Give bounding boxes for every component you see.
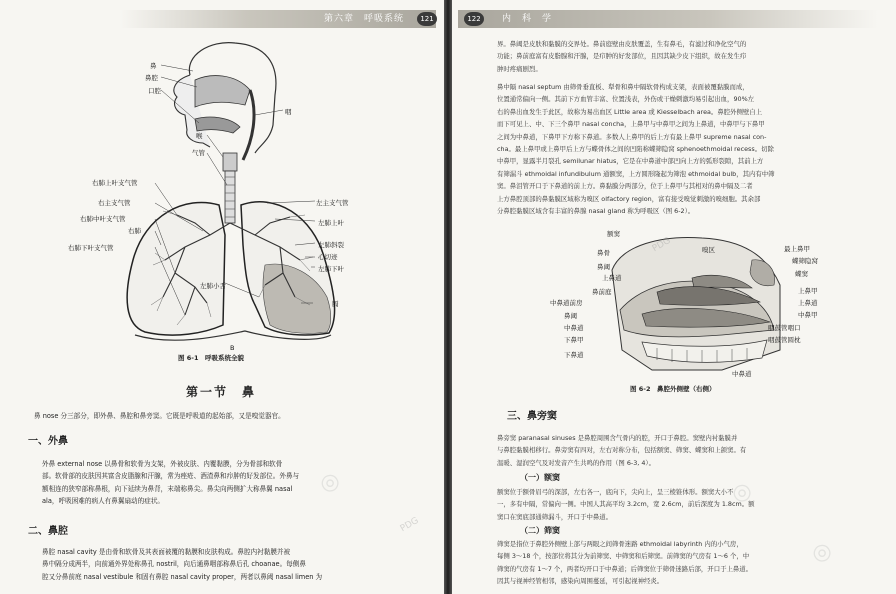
trachea-shape: [225, 171, 235, 223]
right-header-title: 内 科 学: [502, 14, 553, 24]
right-watermark-pdg: PDG: [650, 235, 673, 255]
subheading-external-nose: 一、外鼻: [28, 436, 68, 447]
respiratory-system-figure: [115, 35, 345, 355]
label-l-lower-lobe: 左肺下叶: [318, 265, 344, 273]
label-olfactory: 嗅区: [702, 246, 715, 254]
label-trachea: 气管: [192, 149, 205, 157]
label-inferior-meatus: 下鼻道: [564, 351, 584, 359]
label-r-upper-bronchus: 右肺上叶支气管: [92, 179, 138, 187]
label-nose: 鼻: [150, 62, 157, 70]
label-nasal-threshold: 鼻阈: [597, 263, 610, 271]
right-watermark-stamp-1: ◎: [726, 476, 757, 509]
nasal-cavity-paragraph: 鼻腔 nasal cavity 是由骨和软骨及其表面被覆的黏膜和皮肤构成。鼻腔内衬黏膜并被 鼻中隔分成两半，向前通外界处称鼻孔 nostril，向后通鼻咽部称鼻后孔 choanae。每侧鼻 腔又分鼻前庭 nasal vestibule 和固有鼻腔 nasal cavity proper，两者以鼻阈 nasal limen 为: [42, 548, 323, 581]
label-r-middle-bronchus: 右肺中叶支气管: [80, 215, 126, 223]
label-r-main-bronchus: 右主支气管: [98, 199, 131, 207]
nasal-cavity-shape: [195, 76, 250, 107]
figure-sub-label: B: [230, 344, 235, 352]
label-nasal-cavity: 鼻腔: [145, 74, 158, 82]
left-page-number: 121: [417, 12, 437, 26]
nasal-lateral-wall-figure: [602, 230, 787, 378]
label-l-upper-lobe: 左肺上叶: [318, 219, 344, 227]
sinuses-paragraph: 鼻旁窦 paranasal sinuses 是鼻腔周围含气骨内的腔，开口于鼻腔。窦壁内衬黏膜并 与鼻腔黏膜相移行。鼻旁窦有四对，左右对称分布，包括额窦、筛窦、蝶窦和上颌窦。有 温暖、湿润空气及对发音产生共鸣的作用（图 6-3, 4）。: [497, 434, 747, 467]
book-gutter: [444, 0, 452, 594]
label-middle-concha: 中鼻甲: [798, 311, 818, 319]
label-diaphragm: 膈: [332, 300, 339, 308]
label-l-lingula: 左肺小舌: [200, 282, 226, 290]
nasal-septum-paragraph: 鼻中隔 nasal septum 由筛骨垂直板、犁骨和鼻中隔软骨构成支架，表面被覆黏膜而成， 位置通常偏向一侧。其前下方血管丰富、位置浅表，外伤或干燥刺激均易引起出血，90%左 右的鼻出血发生于此区，故称为易出血区 Little area 或 Kiesselbach area。鼻腔外侧壁自上 而下可见上、中、下三个鼻甲 nasal concha，上鼻甲与中鼻甲之间为上鼻道，中鼻甲与下鼻甲 之间为中鼻道，下鼻甲下方称下鼻道。多数人上鼻甲的后上方有最上鼻甲 supreme nasal con- cha。最上鼻甲或上鼻甲后上方与蝶骨体之间的凹陷称蝶筛隐窝 sphenoethmoidal recess。切除 中鼻甲，显露半月裂孔 semilunar hiatus，它是在中鼻道中部凹向上方的弧形裂隙，其前上方 有筛漏斗 ethmoidal infundibulum 通额窦，上方圆形隆起为筛泡 ethmoidal bulb，其内有中筛 窦。鼻泪管开口于下鼻道的前上方。鼻黏膜分两部分，位于上鼻甲与其相对的鼻中隔及二者 上方鼻腔顶部的鼻黏膜区域称为嗅区 olfactory region，富有接受嗅觉刺激的嗅细胞。其余部 分鼻腔黏膜区域含有丰富的鼻腺 nasal gland 称为呼吸区（图 6-2）。: [497, 83, 775, 216]
label-l-oblique: 左肺斜裂: [318, 241, 344, 249]
label-nose-mouth: 鼻阈: [564, 312, 577, 320]
right-page: [452, 0, 896, 594]
subheading-paranasal-sinuses: 三、鼻旁窦: [507, 411, 557, 422]
label-middle-meatus: 中鼻道: [564, 324, 584, 332]
frontal-sinus-paragraph: 额窦位于额骨眉弓的深部，左右各一，底向下，尖向上，呈三棱锥体形。额窦大小不 一，多有中隔，常偏向一侧。中国人其高平均 3.2cm，宽 2.6cm，前后深度为 1.8cm。额 窦口在窦底部通筛漏斗，开口于中鼻道。: [497, 488, 755, 521]
left-header-band: [120, 10, 436, 28]
left-header-title: 第六章 呼吸系统: [323, 14, 404, 24]
left-page: [0, 0, 444, 594]
left-watermark-stamp: ◎: [314, 466, 345, 499]
label-middle-meatus-b: 中鼻道: [732, 370, 752, 378]
external-nose-paragraph: 外鼻 external nose 以鼻骨和软骨为支架，外被皮肤、内覆黏膜，分为骨部和软骨 部。软骨部的皮肤因其富含皮脂腺和汗腺，常为痤疮、酒渣鼻和疖肿的好发部位。外鼻与 额相连的狭窄部称鼻根，向下延续为鼻背，末端称鼻尖。鼻尖向两侧扩大称鼻翼 nasal ala，呼吸困难的病人有鼻翼扇动的症状。: [42, 460, 300, 505]
label-nasal-bone: 鼻骨: [597, 249, 610, 257]
label-nasal-vestibule: 鼻前庭: [592, 288, 612, 296]
ethmoid-sinus-paragraph: 筛窦是指位于鼻腔外侧壁上部与两眼之间筛骨迷路 ethmoidal labyrinth 内的小气房， 每侧 3～18 个，按部位将其分为前筛窦、中筛窦和后筛窦。前筛窦的气房有 1～6 个，中 筛窦的气房有 1～7 个，两者均开口于中鼻道；后筛窦位于筛骨迷路后部，开口于上鼻道。 因其与视神经管相邻，感染向周围蔓延，可引起视神经炎。: [497, 540, 753, 586]
left-watermark-pdg: PDG: [398, 515, 421, 535]
label-torus-tubarius: 咽鼓管圆枕: [768, 336, 801, 344]
label-frontal-sinus: 额窦: [607, 230, 620, 238]
label-larynx: 喉: [196, 132, 203, 140]
vestibule-paragraph: 界。鼻阈是皮肤和黏膜的交界处。鼻前庭壁由皮肤覆盖，生有鼻毛，有滤过和净化空气的 功能；鼻前庭富有皮脂腺和汗腺，是疖肿的好发部位，且因其缺少皮下组织，故在发生疖 肿时疼痛剧烈。: [497, 40, 747, 73]
subheading-frontal-sinus: （一）额窦: [520, 473, 560, 482]
section-title: 第一节 鼻: [186, 385, 257, 399]
intro-paragraph: 鼻 nose 分三部分，即外鼻、鼻腔和鼻旁窦。它既是呼吸道的起始部，又是嗅觉器官。: [34, 412, 285, 420]
label-sup-meatus: 上鼻道: [602, 274, 622, 282]
label-pharynx: 咽: [285, 108, 292, 116]
figure-6-2-caption: 图 6-2 鼻腔外侧壁（右侧）: [630, 385, 716, 393]
right-watermark-stamp-2: ◎: [806, 536, 837, 569]
label-upper-concha-top: 最上鼻甲: [784, 245, 810, 253]
label-mouth: 口腔: [148, 87, 161, 95]
label-inferior-concha: 下鼻甲: [564, 336, 584, 344]
label-sphenoethmoidal: 蝶筛隐窝: [792, 257, 818, 265]
right-page-number: 122: [464, 12, 484, 26]
label-cardiac-notch: 心切迹: [318, 253, 338, 261]
label-upper-meatus2: 上鼻道: [798, 299, 818, 307]
label-pharyngeal-opening: 咽鼓管咽口: [768, 324, 801, 332]
figure-6-1-caption: 图 6-1 呼吸系统全貌: [178, 354, 245, 362]
subheading-ethmoid-sinus: （二）筛窦: [520, 526, 560, 535]
label-r-lower-bronchus: 右肺下叶支气管: [68, 244, 114, 252]
label-middle-meatus-vestibule: 中鼻道前房: [550, 299, 583, 307]
label-r-lung: 右肺: [128, 227, 141, 235]
label-sphenoid-sinus: 蝶窦: [795, 270, 808, 278]
label-sup-concha: 上鼻甲: [798, 287, 818, 295]
right-header-band: [458, 10, 878, 28]
label-l-main-bronchus: 左主支气管: [316, 199, 349, 207]
subheading-nasal-cavity: 二、鼻腔: [28, 526, 68, 537]
larynx-shape: [223, 153, 237, 171]
